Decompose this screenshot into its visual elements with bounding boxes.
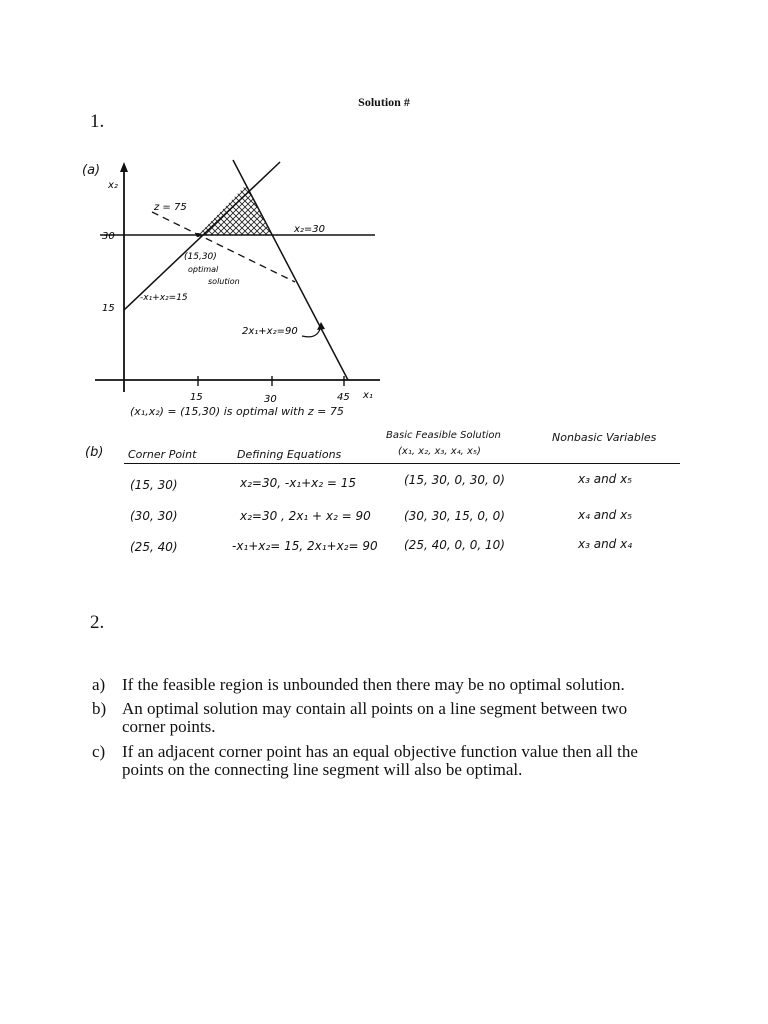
- row-2-basic-feasible-solution: (30, 30, 15, 0, 0): [404, 509, 505, 523]
- optimal-label-line2: solution: [208, 277, 240, 286]
- answer-c-line-2: points on the connecting line segment will also be optimal.: [122, 760, 523, 779]
- answer-b: [92, 700, 702, 736]
- row-1-corner-point: (15, 30): [130, 478, 178, 492]
- header-defining-equations: Defining Equations: [237, 448, 342, 461]
- optimal-point-label: (15,30): [184, 252, 217, 262]
- feasible-region: [198, 185, 272, 235]
- answer-b-line-1: An optimal solution may contain all points on a line segment between two: [122, 699, 628, 718]
- x1-axis-label: x₁: [363, 390, 373, 401]
- z-value-label: z = 75: [154, 202, 187, 213]
- header-basic-feasible-solution: Basic Feasible Solution: [386, 430, 501, 441]
- y-tick-30-label: 30: [102, 231, 115, 242]
- answer-a-line-1: If the feasible region is unbounded then there may be no optimal solution.: [122, 675, 625, 694]
- answer-c-line-1: If an adjacent corner point has an equal objective function value then all the: [122, 742, 638, 761]
- header-bfs-variables: (x₁, x₂, x₃, x₄, x₅): [398, 446, 481, 457]
- line-2x1-x2-label: 2x₁+x₂=90: [242, 326, 298, 337]
- feasible-region-graph: [80, 150, 400, 420]
- row-3-corner-point: (25, 40): [130, 540, 178, 554]
- line-2x1-x2: [233, 160, 348, 380]
- x2-axis-label: x₂: [108, 180, 118, 191]
- x-tick-30-label: 30: [264, 394, 277, 405]
- line-neg-x1-x2: [124, 162, 280, 310]
- label-arrow: [302, 326, 321, 337]
- optimal-label-line1: optimal: [188, 265, 219, 274]
- part-b-label: (b): [85, 445, 104, 460]
- answer-a: [92, 676, 702, 694]
- optimal-point: [196, 233, 200, 237]
- question-2-number: 2.: [90, 612, 105, 633]
- header-nonbasic-variables: Nonbasic Variables: [552, 431, 657, 444]
- row-1-nonbasic-variables: x₃ and x₅: [578, 472, 633, 486]
- row-2-defining-equations: x₂=30 , 2x₁ + x₂ = 90: [240, 509, 371, 523]
- table-header-rule: [124, 463, 680, 464]
- answer-b-line-2: corner points.: [122, 717, 216, 736]
- row-3-basic-feasible-solution: (25, 40, 0, 0, 10): [404, 538, 505, 552]
- line-neg-x1-x2-label: -x₁+x₂=15: [140, 293, 188, 303]
- row-1-defining-equations: x₂=30, -x₁+x₂ = 15: [240, 476, 357, 490]
- x-tick-45-label: 45: [337, 392, 350, 403]
- answer-c-label: c): [92, 742, 106, 761]
- optimal-note: (x₁,x₂) = (15,30) is optimal with z = 75: [130, 405, 344, 418]
- header-corner-point: Corner Point: [128, 448, 197, 461]
- row-2-nonbasic-variables: x₄ and x₅: [578, 508, 633, 522]
- x2-axis-arrow: [120, 162, 128, 172]
- answer-c: [92, 743, 702, 779]
- answer-a-label: a): [92, 675, 106, 694]
- page-title: Solution #: [358, 95, 410, 109]
- row-3-nonbasic-variables: x₃ and x₄: [578, 537, 633, 551]
- part-a-label: (a): [82, 163, 101, 178]
- x-tick-15-label: 15: [190, 392, 203, 403]
- row-1-basic-feasible-solution: (15, 30, 0, 30, 0): [404, 473, 505, 487]
- line-x2-30-label: x₂=30: [294, 224, 326, 235]
- question-1-number: 1.: [90, 111, 105, 132]
- answer-b-label: b): [92, 699, 107, 718]
- y-tick-15-label: 15: [102, 303, 115, 314]
- row-3-defining-equations: -x₁+x₂= 15, 2x₁+x₂= 90: [232, 539, 378, 553]
- row-2-corner-point: (30, 30): [130, 509, 178, 523]
